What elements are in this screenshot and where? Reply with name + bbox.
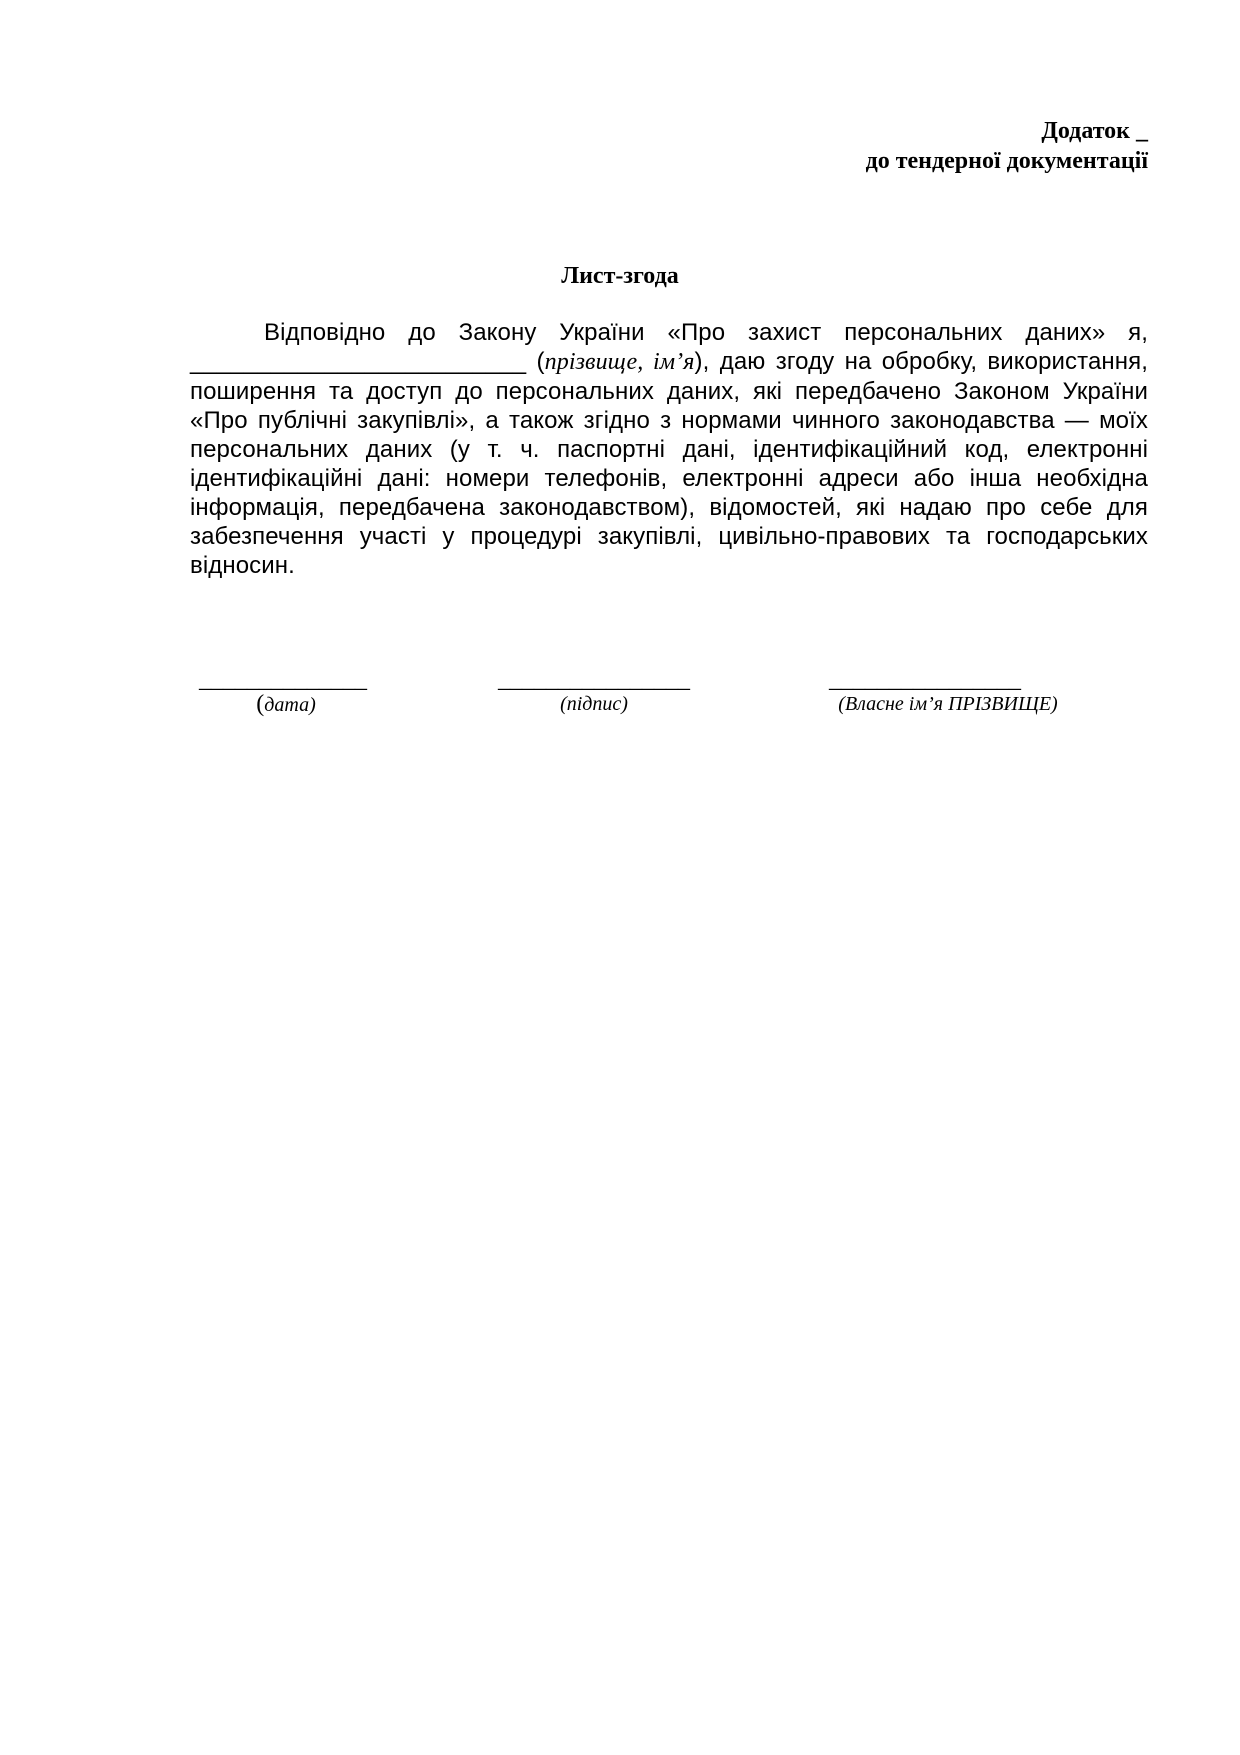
document-title: Лист-згода [561,263,679,289]
appendix-reference: до тендерної документації [865,148,1148,174]
name-caption: (Власне ім’я ПРІЗВИЩЕ) [838,693,1058,715]
signature-row [0,668,1240,728]
name-line: ________________ [829,667,1021,693]
date-caption [196,692,370,717]
appendix-header [866,116,1148,176]
signature-caption: (підпис) [560,693,628,715]
consent-text-end: ), даю згоду на обробку, використання, поширення та доступ до персональних даних, які передбачено Законом України «Про публічні закупівлі», а також згідно з нормами чинного законодавства — моїх персональних даних (у т. ч. паспортні дані, ідентифікаційний код, електронні ідентифікаційні дані: номери телефонів, електронні адреси або інша необхідна інформація, передбачена законодавством), відомостей, які надаю про себе для забезпечення участі у процедурі закупівлі, цивільно-правових та господарських відносин. [190,348,1148,579]
name-field [790,668,1060,716]
signature-field [494,668,694,716]
consent-text-start: Відповідно до Закону України «Про захист персональних даних» я, _________________________ ( [190,319,1148,375]
date-field [196,668,370,717]
date-line: ______________ [199,667,367,693]
appendix-number: Додаток _ [1041,118,1148,144]
date-caption-paren: ( [256,691,265,717]
name-hint: прізвище, ім’я [544,349,695,375]
signature-line: ________________ [498,667,690,693]
consent-paragraph [190,318,1148,580]
date-caption-text: дата) [264,694,316,716]
